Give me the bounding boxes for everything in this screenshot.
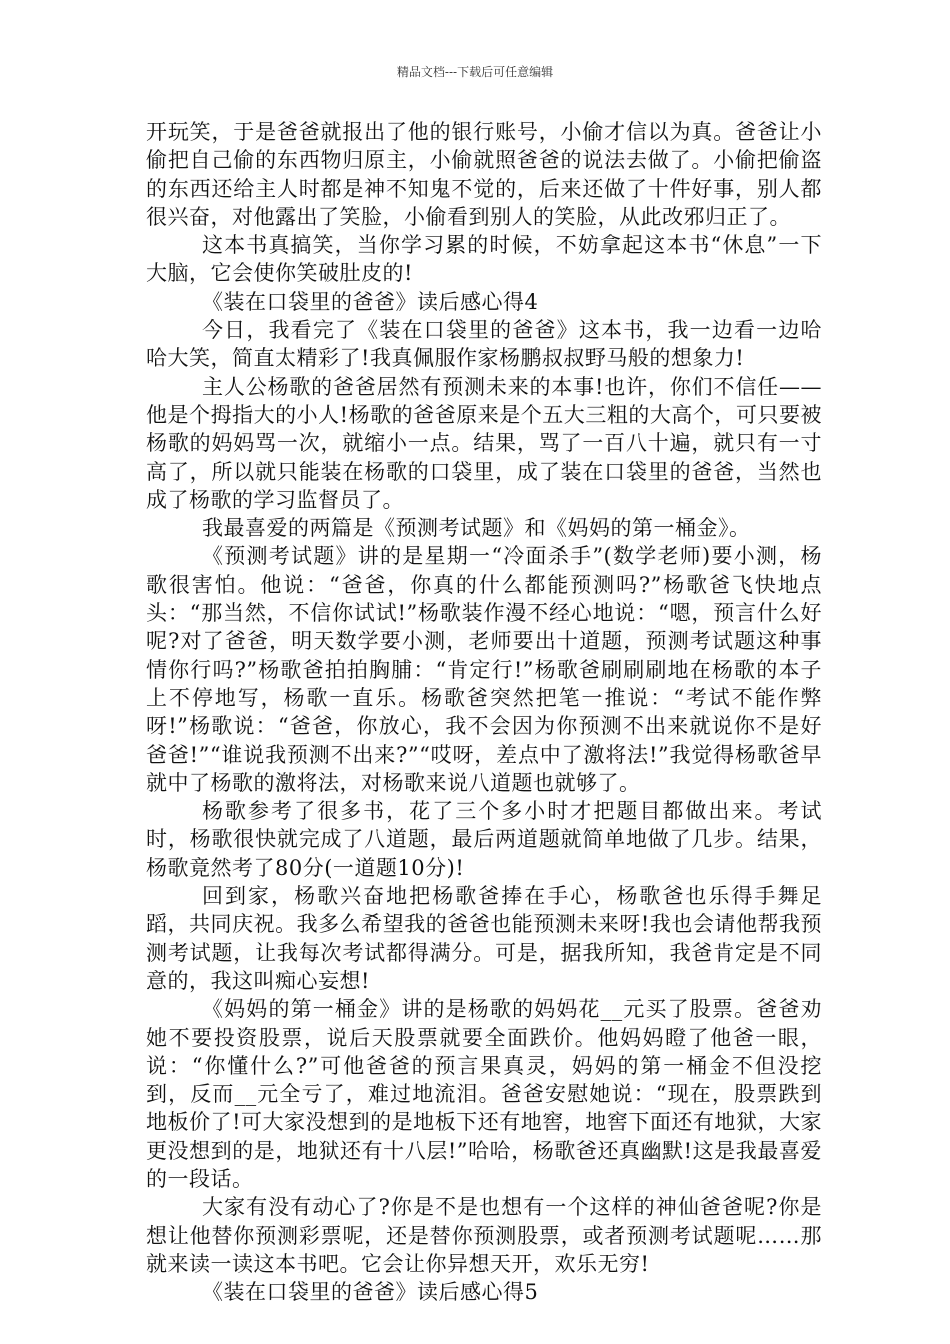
section-heading: 《装在口袋里的爸爸》读后感心得5 xyxy=(202,1280,539,1305)
paragraph: 杨歌参考了很多书，花了三个多小时才把题目都做出来。考试时，杨歌很快就完成了八道题，最后两道题就简单地做了几步。结果，杨歌竟然考了80分(一道题10分)! xyxy=(146,799,822,880)
document-body xyxy=(146,118,822,1306)
paragraph: 主人公杨歌的爸爸居然有预测未来的本事!也许，你们不信任——他是个拇指大的小人!杨歌的爸爸原来是个五大三粗的大高个，可只要被杨歌的妈妈骂一次，就缩小一点。结果，骂了一百八十遍，就只有一寸高了，所以就只能装在杨歌的口袋里，成了装在口袋里的爸爸，当然也成了杨歌的学习监督员了。 xyxy=(146,374,822,512)
paragraph: 我最喜爱的两篇是《预测考试题》和《妈妈的第一桶金》。 xyxy=(202,516,751,541)
paragraph: 回到家，杨歌兴奋地把杨歌爸捧在手心，杨歌爸也乐得手舞足蹈，共同庆祝。我多么希望我的爸爸也能预测未来呀!我也会请他帮我预测考试题，让我每次考试都得满分。可是，据我所知，我爸肯定是不同意的，我这叫痴心妄想! xyxy=(146,884,822,993)
paragraph: 今日，我看完了《装在口袋里的爸爸》这本书，我一边看一边哈哈大笑，简直太精彩了!我真佩服作家杨鹏叔叔野马般的想象力! xyxy=(146,318,822,371)
paragraph: 开玩笑，于是爸爸就报出了他的银行账号，小偷才信以为真。爸爸让小偷把自己偷的东西物归原主，小偷就照爸爸的说法去做了。小偷把偷盗的东西还给主人时都是神不知鬼不觉的，后来还做了十件好事，别人都很兴奋，对他露出了笑脸，小偷看到别人的笑脸，从此改邪归正了。 xyxy=(146,120,822,229)
paragraph: 这本书真搞笑，当你学习累的时候，不妨拿起这本书“休息”一下大脑，它会使你笑破肚皮的! xyxy=(146,233,822,286)
paragraph: 《妈妈的第一桶金》讲的是杨歌的妈妈花__元买了股票。爸爸劝她不要投资股票，说后天股票就要全面跌价。他妈妈瞪了他爸一眼，说：“你懂什么?”可他爸爸的预言果真灵，妈妈的第一桶金不但没挖到，反而__元全亏了，难过地流泪。爸爸安慰她说：“现在，股票跌到地板价了!可大家没想到的是地板下还有地窖，地窖下面还有地狱，大家更没想到的是，地狱还有十八层!”哈哈，杨歌爸还真幽默!这是我最喜爱的一段话。 xyxy=(146,997,822,1191)
section-heading: 《装在口袋里的爸爸》读后感心得4 xyxy=(202,289,539,314)
page-header: 精品文档---下载后可任意编辑 xyxy=(396,65,554,79)
paragraph: 《预测考试题》讲的是星期一“冷面杀手”(数学老师)要小测，杨歌很害怕。他说：“爸爸，你真的什么都能预测吗?”杨歌爸飞快地点头：“那当然，不信你试试!”杨歌装作漫不经心地说：“嗯，预言什么好呢?对了爸爸，明天数学要小测，老师要出十道题，预测考试题这种事情你行吗?”杨歌爸拍拍胸脯：“肯定行!”杨歌爸刷刷刷地在杨歌的本子上不停地写，杨歌一直乐。杨歌爸突然把笔一推说：“考试不能作弊呀!”杨歌说：“爸爸，你放心，我不会因为你预测不出来就说你不是好爸爸!”“谁说我预测不出来?”“哎呀，差点中了激将法!”我觉得杨歌爸早就中了杨歌的激将法，对杨歌来说八道题也就够了。 xyxy=(146,544,822,795)
paragraph: 大家有没有动心了?你是不是也想有一个这样的神仙爸爸呢?你是想让他替你预测彩票呢，还是替你预测股票，或者预测考试题呢……那就来读一读这本书吧。它会让你异想天开，欢乐无穷! xyxy=(146,1195,822,1276)
